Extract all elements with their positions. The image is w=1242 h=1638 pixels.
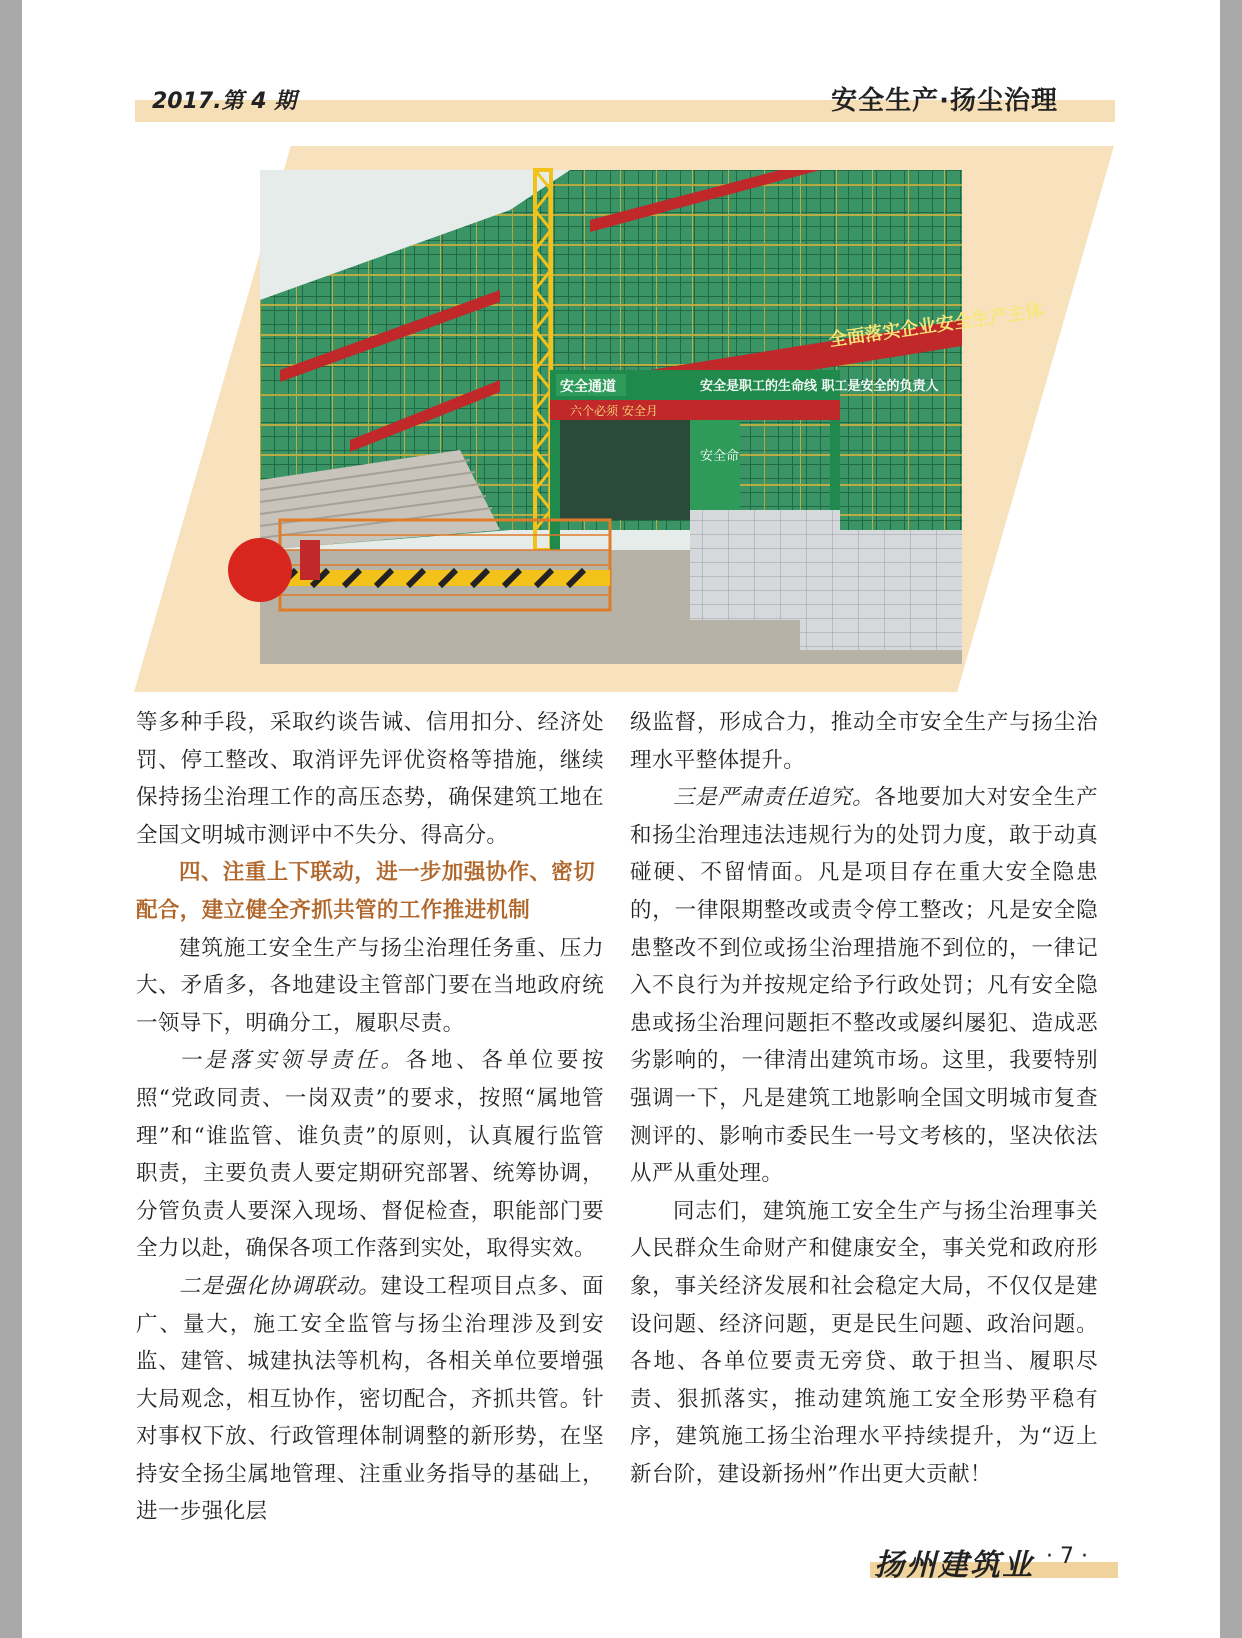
text-column-right xyxy=(630,704,1098,1493)
gate-banner: 六个必须 安全月 xyxy=(570,404,658,418)
text-column-left xyxy=(136,704,604,1531)
paragraph-text: 各地、各单位要按照“党政同责、一岗双责”的要求，按照“属地管理”和“谁监管、谁负责”的原则，认真履行监管职责，主要负责人要定期研究部署、统筹协调，分管负责人要深入现场、督促检查，职能部门要全力以赴，确保各项工作落到实处，取得实效。 xyxy=(136,1048,605,1262)
paragraph-text: 各地要加大对安全生产和扬尘治理违法违规行为的处罚力度，敢于动真碰硬、不留情面。凡是项目存在重大安全隐患的，一律限期整改或责令停工整改；凡是安全隐患整改不到位或扬尘治理措施不到位的，一律记入不良行为并按规定给予行政处罚；凡有安全隐患或扬尘治理问题拒不整改或屡纠屡犯、造成恶劣影响的，一律清出建筑市场。这里，我要特别强调一下，凡是建筑工地影响全国文明城市复查测评的、影响市委民生一号文考核的，坚决依法从严从重处理。 xyxy=(630,785,1098,1187)
page-number: · 7 · xyxy=(1046,1544,1088,1569)
magazine-brand: 扬州建筑业 xyxy=(874,1548,1034,1583)
side-sign: 安全命 xyxy=(700,449,740,464)
right-page-edge xyxy=(1220,0,1242,1638)
paragraph: 级监督，形成合力，推动全市安全生产与扬尘治理水平整体提升。 xyxy=(630,710,1098,773)
lead-phrase: 一是落实领导责任。 xyxy=(179,1048,406,1074)
lead-phrase: 三是严肃责任追究。 xyxy=(673,785,875,811)
construction-site-photo xyxy=(260,170,1045,664)
section-heading: 四、注重上下联动，进一步加强协作、密切配合，建立健全齐抓共管的工作推进机制 xyxy=(136,860,596,923)
paragraph: 建筑施工安全生产与扬尘治理任务重、压力大、矛盾多，各地建设主管部门要在当地政府统一领导下，明确分工，履职尽责。 xyxy=(136,935,604,1036)
paragraph xyxy=(136,1042,604,1268)
gate-sign: 安全通道 xyxy=(560,379,616,395)
paragraph: 等多种手段，采取约谈告诫、信用扣分、经济处罚、停工整改、取消评先评优资格等措施，继续保持扬尘治理工作的高压态势，确保建筑工地在全国文明城市测评中不失分、得高分。 xyxy=(136,710,604,848)
paragraph xyxy=(630,779,1098,1193)
banner-text: 全面落实企业安全生产主体 xyxy=(827,300,1045,351)
magazine-page xyxy=(22,0,1220,1638)
issue-label: 2017.第 4 期 xyxy=(152,89,297,114)
left-page-edge xyxy=(0,0,22,1638)
paragraph: 同志们，建筑施工安全生产与扬尘治理事关人民群众生命财产和健康安全，事关党和政府形象，事关经济发展和社会稳定大局，不仅仅是建设问题、经济问题，更是民生问题、政治问题。各地、各单位要责无旁贷、敢于担当、履职尽责、狠抓落实，推动建筑施工安全形势平稳有序，建筑施工扬尘治理水平持续提升，为“迈上新台阶，建设新扬州”作出更大贡献！ xyxy=(630,1198,1098,1487)
slogan-sign: 安全是职工的生命线 职工是安全的负责人 xyxy=(700,379,939,394)
section-title: 安全生产·扬尘治理 xyxy=(831,86,1058,116)
paragraph xyxy=(136,1268,604,1531)
paragraph-text: 建设工程项目点多、面广、量大，施工安全监管与扬尘治理涉及到安监、建管、城建执法等机构，各相关单位要增强大局观念，相互协作，密切配合，齐抓共管。针对事权下放、行政管理体制调整的新形势，在坚持安全扬尘属地管理、注重业务指导的基础上，进一步强化层 xyxy=(136,1273,604,1525)
lead-phrase: 二是强化协调联动。 xyxy=(179,1273,381,1299)
